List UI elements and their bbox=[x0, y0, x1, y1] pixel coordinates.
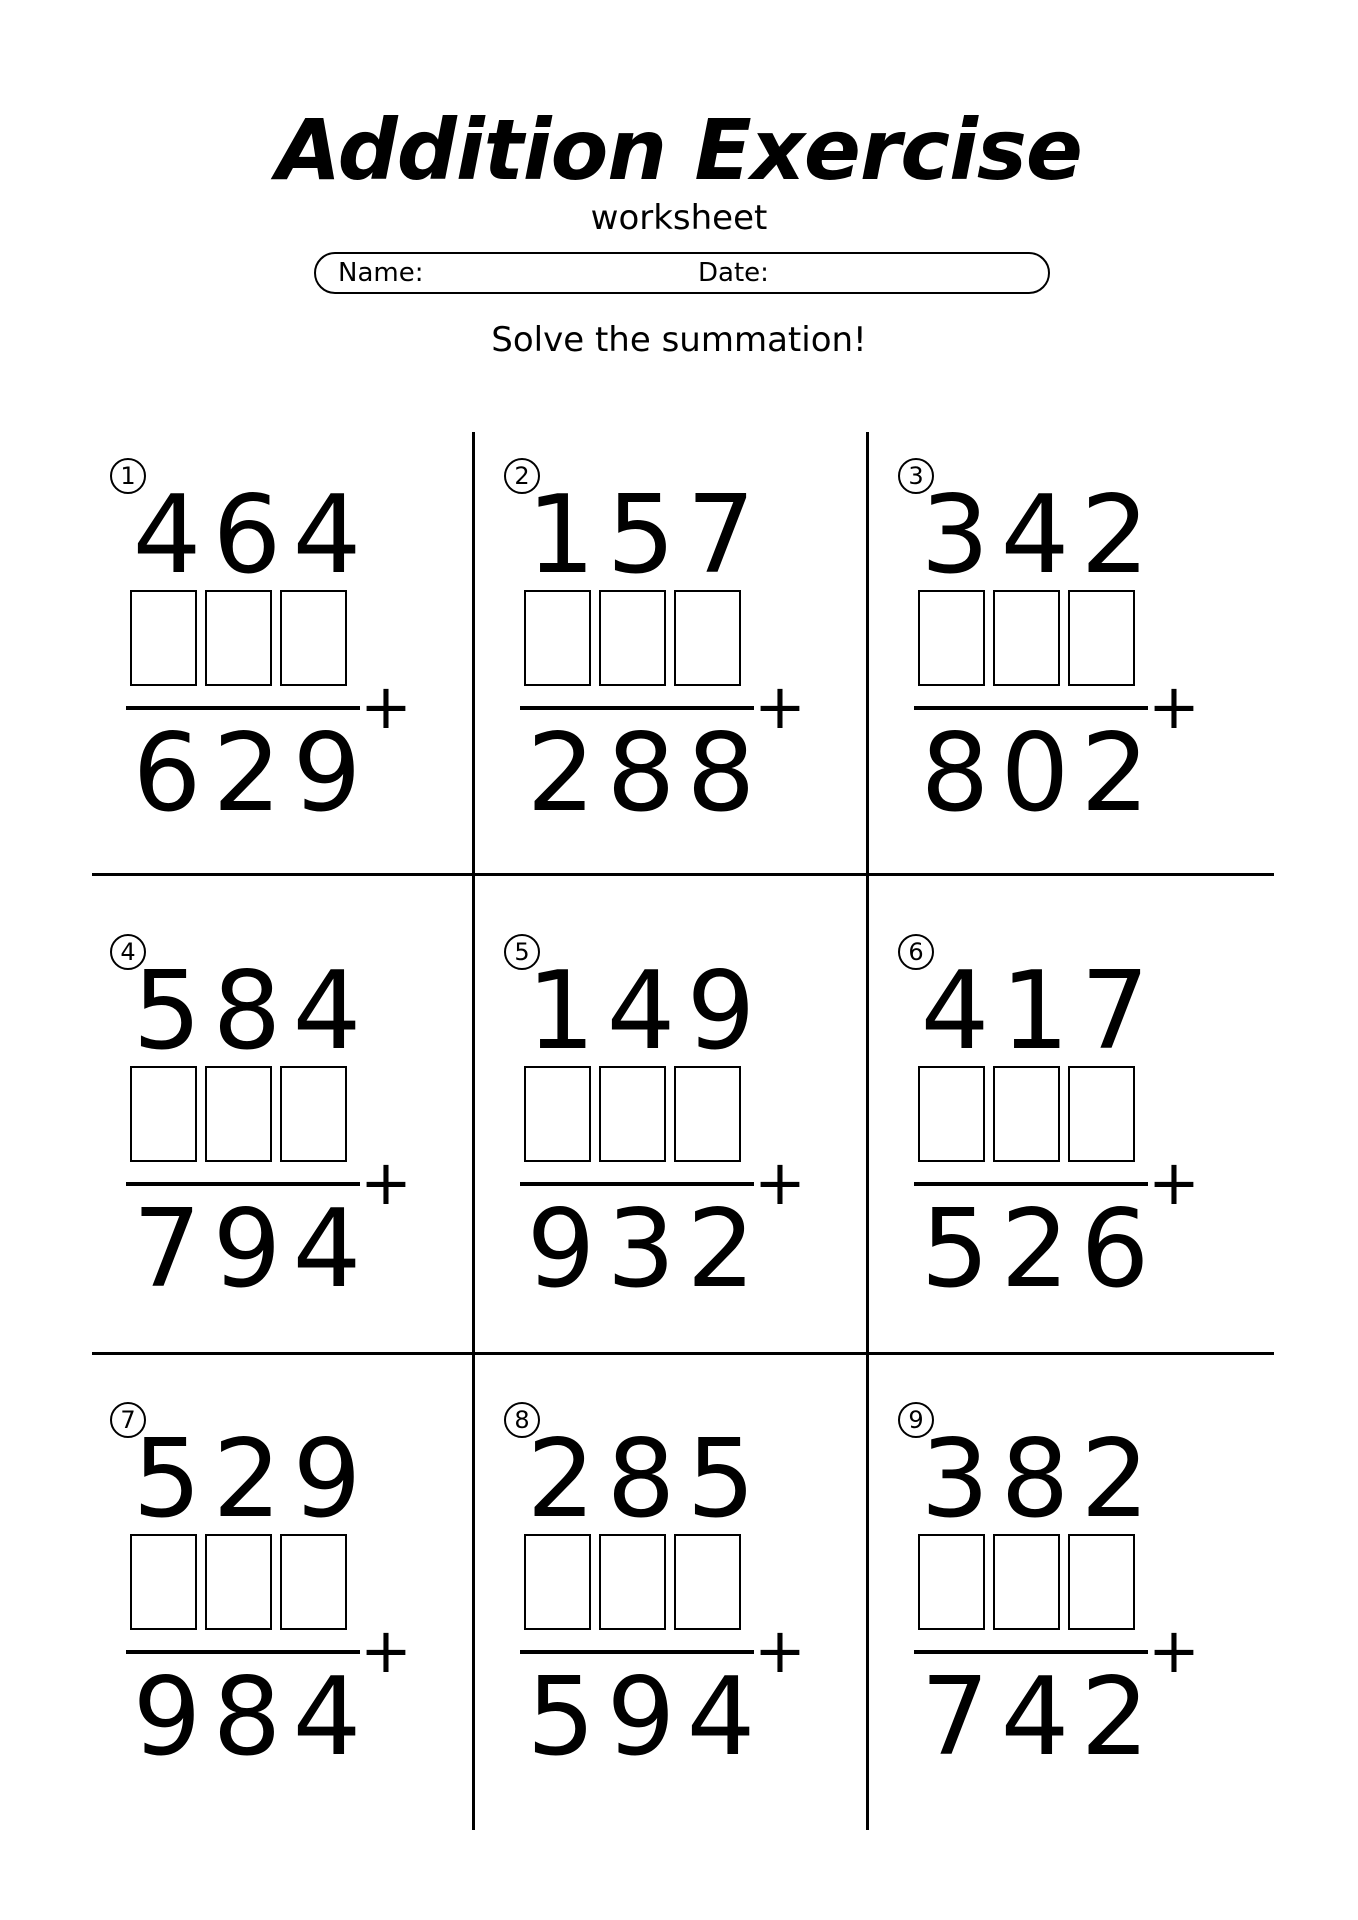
top-digit: 4 bbox=[132, 473, 202, 598]
bottom-digit: 4 bbox=[292, 1655, 362, 1780]
bottom-digit: 8 bbox=[686, 711, 756, 836]
bottom-digit: 4 bbox=[686, 1655, 756, 1780]
sum-line bbox=[520, 1182, 754, 1186]
answer-box[interactable] bbox=[1068, 590, 1135, 686]
answer-box[interactable] bbox=[599, 1534, 666, 1630]
top-digit: 3 bbox=[920, 473, 990, 598]
top-digit: 8 bbox=[1000, 1417, 1070, 1542]
bottom-addend bbox=[130, 1655, 364, 1780]
top-digit: 4 bbox=[292, 473, 362, 598]
bottom-digit: 9 bbox=[212, 1187, 282, 1312]
top-digit: 5 bbox=[686, 1417, 756, 1542]
answer-box[interactable] bbox=[1068, 1066, 1135, 1162]
problem-number: 4 bbox=[110, 934, 146, 970]
top-addend bbox=[918, 949, 1152, 1074]
sum-line bbox=[914, 1650, 1148, 1654]
bottom-digit: 4 bbox=[1000, 1655, 1070, 1780]
plus-sign: + bbox=[1148, 670, 1200, 743]
top-addend bbox=[130, 949, 364, 1074]
top-digit: 2 bbox=[526, 1417, 596, 1542]
top-digit: 1 bbox=[526, 473, 596, 598]
bottom-digit: 7 bbox=[920, 1655, 990, 1780]
answer-box[interactable] bbox=[674, 1066, 741, 1162]
problem-8 bbox=[472, 1384, 864, 1824]
answer-box[interactable] bbox=[205, 590, 272, 686]
problem-number: 9 bbox=[898, 1402, 934, 1438]
bottom-addend bbox=[524, 1655, 758, 1780]
top-digit: 2 bbox=[1080, 1417, 1150, 1542]
sum-line bbox=[520, 706, 754, 710]
bottom-digit: 6 bbox=[132, 711, 202, 836]
top-digit: 1 bbox=[1000, 949, 1070, 1074]
bottom-digit: 6 bbox=[1080, 1187, 1150, 1312]
top-addend bbox=[524, 473, 758, 598]
carry-boxes bbox=[130, 590, 347, 686]
carry-boxes bbox=[918, 1066, 1135, 1162]
top-digit: 3 bbox=[920, 1417, 990, 1542]
top-digit: 1 bbox=[526, 949, 596, 1074]
top-digit: 4 bbox=[292, 949, 362, 1074]
problem-9 bbox=[866, 1384, 1258, 1824]
answer-box[interactable] bbox=[993, 1534, 1060, 1630]
problem-number: 7 bbox=[110, 1402, 146, 1438]
carry-boxes bbox=[918, 1534, 1135, 1630]
top-addend bbox=[130, 473, 364, 598]
bottom-digit: 2 bbox=[1080, 711, 1150, 836]
bottom-digit: 8 bbox=[920, 711, 990, 836]
problem-1 bbox=[78, 440, 470, 880]
answer-box[interactable] bbox=[524, 1534, 591, 1630]
top-digit: 4 bbox=[1000, 473, 1070, 598]
answer-box[interactable] bbox=[280, 1066, 347, 1162]
problem-7 bbox=[78, 1384, 470, 1824]
top-digit: 9 bbox=[686, 949, 756, 1074]
answer-box[interactable] bbox=[205, 1534, 272, 1630]
top-digit: 4 bbox=[920, 949, 990, 1074]
problem-2 bbox=[472, 440, 864, 880]
top-digit: 2 bbox=[212, 1417, 282, 1542]
problem-6 bbox=[866, 916, 1258, 1356]
plus-sign: + bbox=[360, 1146, 412, 1219]
sum-line bbox=[914, 1182, 1148, 1186]
top-digit: 2 bbox=[1080, 473, 1150, 598]
bottom-addend bbox=[918, 711, 1152, 836]
top-digit: 8 bbox=[212, 949, 282, 1074]
answer-box[interactable] bbox=[918, 1066, 985, 1162]
carry-boxes bbox=[524, 1066, 741, 1162]
problem-5 bbox=[472, 916, 864, 1356]
problem-number: 8 bbox=[504, 1402, 540, 1438]
plus-sign: + bbox=[754, 670, 806, 743]
bottom-addend bbox=[130, 711, 364, 836]
top-digit: 4 bbox=[606, 949, 676, 1074]
answer-box[interactable] bbox=[918, 590, 985, 686]
answer-box[interactable] bbox=[280, 1534, 347, 1630]
answer-box[interactable] bbox=[524, 590, 591, 686]
bottom-addend bbox=[918, 1187, 1152, 1312]
bottom-addend bbox=[918, 1655, 1152, 1780]
bottom-addend bbox=[130, 1187, 364, 1312]
problem-number: 6 bbox=[898, 934, 934, 970]
bottom-digit: 9 bbox=[292, 711, 362, 836]
bottom-digit: 2 bbox=[1080, 1655, 1150, 1780]
sum-line bbox=[126, 1650, 360, 1654]
bottom-addend bbox=[524, 1187, 758, 1312]
answer-box[interactable] bbox=[993, 1066, 1060, 1162]
instruction-text: Solve the summation! bbox=[491, 320, 867, 360]
answer-box[interactable] bbox=[130, 1534, 197, 1630]
plus-sign: + bbox=[1148, 1614, 1200, 1687]
top-addend bbox=[524, 949, 758, 1074]
worksheet-title: Addition Exercise bbox=[276, 101, 1082, 199]
bottom-digit: 9 bbox=[606, 1655, 676, 1780]
carry-boxes bbox=[918, 590, 1135, 686]
problem-4 bbox=[78, 916, 470, 1356]
name-date-field[interactable] bbox=[314, 252, 1050, 294]
answer-box[interactable] bbox=[130, 1066, 197, 1162]
answer-box[interactable] bbox=[205, 1066, 272, 1162]
bottom-digit: 5 bbox=[526, 1655, 596, 1780]
top-digit: 5 bbox=[132, 949, 202, 1074]
top-digit: 9 bbox=[292, 1417, 362, 1542]
name-label: Name: bbox=[338, 258, 424, 288]
problem-number: 5 bbox=[504, 934, 540, 970]
problem-number: 3 bbox=[898, 458, 934, 494]
plus-sign: + bbox=[360, 670, 412, 743]
problem-3 bbox=[866, 440, 1258, 880]
bottom-digit: 2 bbox=[526, 711, 596, 836]
top-digit: 6 bbox=[212, 473, 282, 598]
carry-boxes bbox=[524, 590, 741, 686]
problem-number: 1 bbox=[110, 458, 146, 494]
bottom-digit: 2 bbox=[1000, 1187, 1070, 1312]
carry-boxes bbox=[524, 1534, 741, 1630]
answer-box[interactable] bbox=[674, 590, 741, 686]
worksheet-subtitle: worksheet bbox=[590, 198, 768, 238]
answer-box[interactable] bbox=[993, 590, 1060, 686]
top-digit: 5 bbox=[606, 473, 676, 598]
sum-line bbox=[126, 1182, 360, 1186]
carry-boxes bbox=[130, 1066, 347, 1162]
top-addend bbox=[918, 473, 1152, 598]
plus-sign: + bbox=[360, 1614, 412, 1687]
bottom-addend bbox=[524, 711, 758, 836]
bottom-digit: 3 bbox=[606, 1187, 676, 1312]
answer-box[interactable] bbox=[280, 590, 347, 686]
carry-boxes bbox=[130, 1534, 347, 1630]
bottom-digit: 0 bbox=[1000, 711, 1070, 836]
answer-box[interactable] bbox=[599, 1066, 666, 1162]
plus-sign: + bbox=[1148, 1146, 1200, 1219]
sum-line bbox=[520, 1650, 754, 1654]
bottom-digit: 4 bbox=[292, 1187, 362, 1312]
bottom-digit: 8 bbox=[212, 1655, 282, 1780]
bottom-digit: 2 bbox=[212, 711, 282, 836]
top-digit: 7 bbox=[686, 473, 756, 598]
top-digit: 8 bbox=[606, 1417, 676, 1542]
answer-box[interactable] bbox=[524, 1066, 591, 1162]
bottom-digit: 5 bbox=[920, 1187, 990, 1312]
answer-box[interactable] bbox=[918, 1534, 985, 1630]
answer-box[interactable] bbox=[1068, 1534, 1135, 1630]
top-digit: 5 bbox=[132, 1417, 202, 1542]
plus-sign: + bbox=[754, 1614, 806, 1687]
sum-line bbox=[914, 706, 1148, 710]
bottom-digit: 9 bbox=[526, 1187, 596, 1312]
top-addend bbox=[524, 1417, 758, 1542]
answer-box[interactable] bbox=[130, 590, 197, 686]
top-addend bbox=[918, 1417, 1152, 1542]
answer-box[interactable] bbox=[674, 1534, 741, 1630]
bottom-digit: 8 bbox=[606, 711, 676, 836]
sum-line bbox=[126, 706, 360, 710]
top-addend bbox=[130, 1417, 364, 1542]
top-digit: 7 bbox=[1080, 949, 1150, 1074]
bottom-digit: 2 bbox=[686, 1187, 756, 1312]
plus-sign: + bbox=[754, 1146, 806, 1219]
bottom-digit: 9 bbox=[132, 1655, 202, 1780]
answer-box[interactable] bbox=[599, 590, 666, 686]
problem-number: 2 bbox=[504, 458, 540, 494]
bottom-digit: 7 bbox=[132, 1187, 202, 1312]
date-label: Date: bbox=[698, 258, 769, 288]
